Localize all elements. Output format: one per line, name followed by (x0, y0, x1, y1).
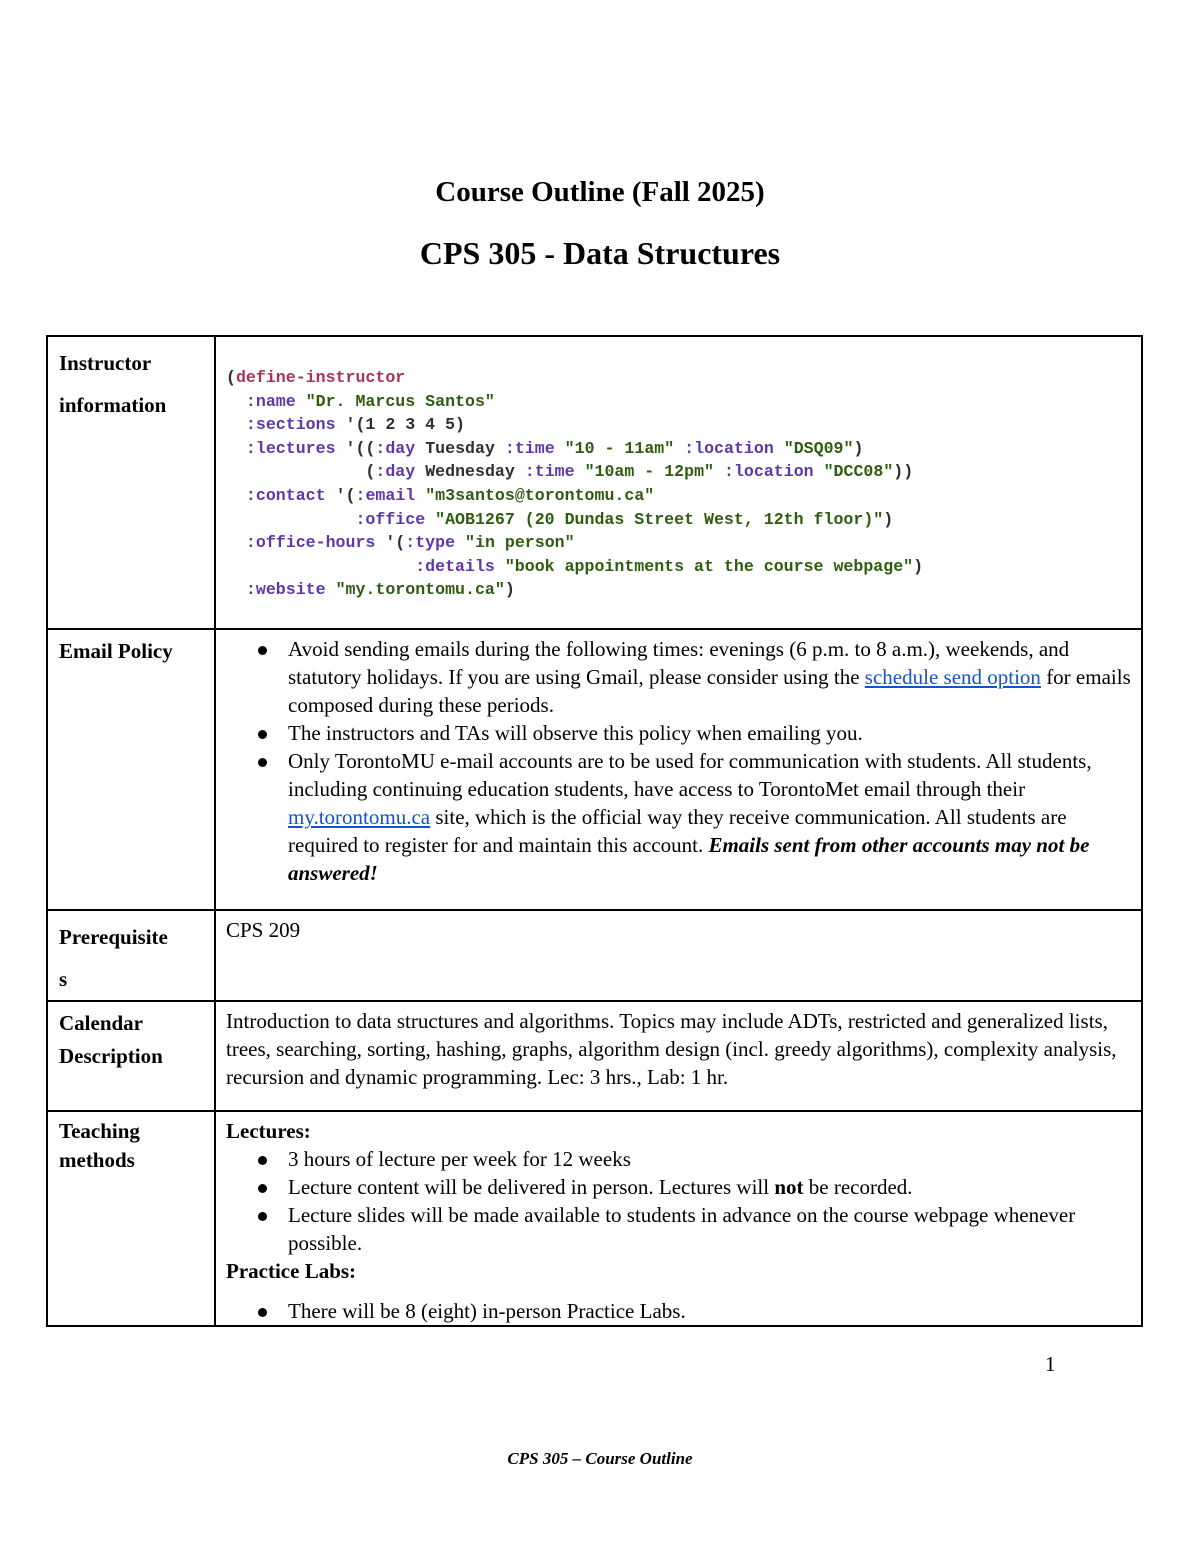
bullet-text: site, which is the official way they receive communication. All students are required to register for and maintain this account. (288, 805, 1067, 857)
lecture-day: Tuesday (425, 438, 495, 458)
list-item (216, 719, 1131, 747)
code-key: :sections (245, 415, 336, 435)
code-token: '(( (345, 438, 376, 458)
page-number: 1 (1045, 1352, 1056, 1376)
code-key: :day (375, 462, 416, 482)
code-token: ) (913, 556, 924, 576)
code-token: ) (853, 438, 864, 458)
prerequisites-label (47, 910, 215, 1001)
my-torontomu-link[interactable]: my.torontomu.ca (288, 805, 431, 829)
prerequisites-value: CPS 209 (215, 910, 1142, 1001)
code-token: ( (226, 368, 236, 387)
instructor-label-line2: information (59, 393, 167, 417)
table-row-instructor (47, 336, 1142, 629)
bullet-text: be recorded. (803, 1175, 913, 1199)
instructor-office: "AOB1267 (20 Dundas Street West, 12th floor)" (435, 509, 884, 529)
calendar-description: Introduction to data structures and algorithms. Topics may include ADTs, restricted and generalized lists, trees, searching, sorting, hashing, graphs, algorithm design (incl. greedy algorithms), complexity analysis, recursion and dynamic programming. Lec: 3 hrs., Lab: 1 hr. (215, 1001, 1142, 1111)
document-title: Course Outline (Fall 2025) (435, 176, 765, 208)
teaching-cell (215, 1111, 1142, 1326)
lecture-location: "DCC08" (823, 462, 894, 482)
list-item (216, 635, 1131, 719)
teaching-label-line2: methods (59, 1148, 135, 1172)
bold-text: not (774, 1175, 804, 1199)
instructor-code-block (226, 366, 1131, 602)
code-token: ) (883, 509, 894, 529)
email-policy-list (216, 635, 1131, 887)
code-key: :details (415, 556, 495, 576)
code-key: :lectures (245, 438, 336, 458)
instructor-code-cell (215, 336, 1142, 629)
lectures-list (216, 1145, 1131, 1257)
instructor-email: "m3santos@torontomu.ca" (425, 485, 655, 505)
bullet-text: 3 hours of lecture per week for 12 weeks (288, 1147, 631, 1171)
code-key: :website (245, 580, 326, 600)
bullet-text: Avoid sending emails during the following times: evenings (6 p.m. to 8 a.m.), weekends, and statutory holidays. If you are using Gmail, please consider using the (288, 637, 1070, 689)
code-key: :day (375, 438, 416, 458)
code-key: :name (245, 391, 296, 411)
code-keyword: define-instructor (235, 368, 406, 387)
teaching-label (47, 1111, 215, 1326)
bullet-text: Only TorontoMU e-mail accounts are to be used for communication with students. All students, including continuing education students, have access to TorontoMet email through their (288, 749, 1092, 801)
lectures-heading: Lectures: (226, 1119, 311, 1143)
calendar-label (47, 1001, 215, 1111)
list-item (216, 1201, 1131, 1257)
code-token: '( (385, 533, 406, 553)
page-footer: CPS 305 – Course Outline (507, 1449, 693, 1468)
office-hours-type: "in person" (465, 533, 575, 553)
code-key: :office (355, 509, 426, 529)
lecture-location: "DSQ09" (783, 438, 854, 458)
schedule-send-link[interactable]: schedule send option (864, 665, 1041, 689)
code-key: :type (405, 533, 456, 553)
code-key: :office-hours (245, 533, 376, 553)
prerequisites-label-line1: Prerequisite (59, 925, 168, 949)
lecture-time: "10 - 11am" (564, 438, 675, 458)
instructor-name: "Dr. Marcus Santos" (305, 391, 495, 411)
sections-list: '(1 2 3 4 5) (345, 415, 466, 435)
warning-text: Emails sent from other accounts may not be answered! (288, 833, 1090, 885)
code-token: ) (504, 580, 515, 600)
code-key: :time (524, 462, 575, 482)
code-token: ( (365, 462, 376, 482)
labs-list (216, 1297, 1131, 1325)
instructor-website: "my.torontomu.ca" (335, 580, 505, 600)
course-outline-table (46, 335, 1143, 1327)
bullet-text: Lecture slides will be made available to students in advance on the course webpage whenever possible. (288, 1203, 1076, 1255)
office-hours-details: "book appointments at the course webpage" (504, 556, 914, 576)
table-row-teaching (47, 1111, 1142, 1326)
course-title: CPS 305 - Data Structures (419, 235, 781, 271)
code-token: '( (335, 485, 356, 505)
calendar-label-line1: Calendar (59, 1011, 143, 1035)
code-key: :location (684, 438, 774, 458)
lecture-day: Wednesday (425, 462, 515, 482)
email-policy-label: Email Policy (47, 629, 215, 910)
bullet-text: There will be 8 (eight) in-person Practice Labs. (288, 1299, 686, 1323)
bullet-text: for emails composed during these periods. (288, 665, 1131, 717)
calendar-label-line2: Description (59, 1044, 163, 1068)
code-token: )) (893, 462, 914, 482)
list-item (216, 747, 1131, 887)
code-key: :time (504, 438, 555, 458)
bullet-text: The instructors and TAs will observe this policy when emailing you. (288, 721, 863, 745)
labs-heading: Practice Labs: (226, 1259, 357, 1283)
table-row-prerequisites (47, 910, 1142, 1001)
bullet-text: Lecture content will be delivered in person. Lectures will (288, 1175, 775, 1199)
code-key: :location (723, 462, 814, 482)
list-item (216, 1297, 1131, 1325)
lecture-time: "10am - 12pm" (584, 462, 715, 482)
instructor-label (47, 336, 215, 629)
email-policy-cell (215, 629, 1142, 910)
prerequisites-label-line2: s (59, 967, 68, 991)
list-item (216, 1145, 1131, 1173)
list-item (216, 1173, 1131, 1201)
teaching-label-line1: Teaching (59, 1119, 140, 1143)
code-key: :contact (245, 485, 326, 505)
table-row-email-policy (47, 629, 1142, 910)
code-key: :email (355, 485, 416, 505)
instructor-label-line1: Instructor (59, 351, 152, 375)
table-row-calendar (47, 1001, 1142, 1111)
